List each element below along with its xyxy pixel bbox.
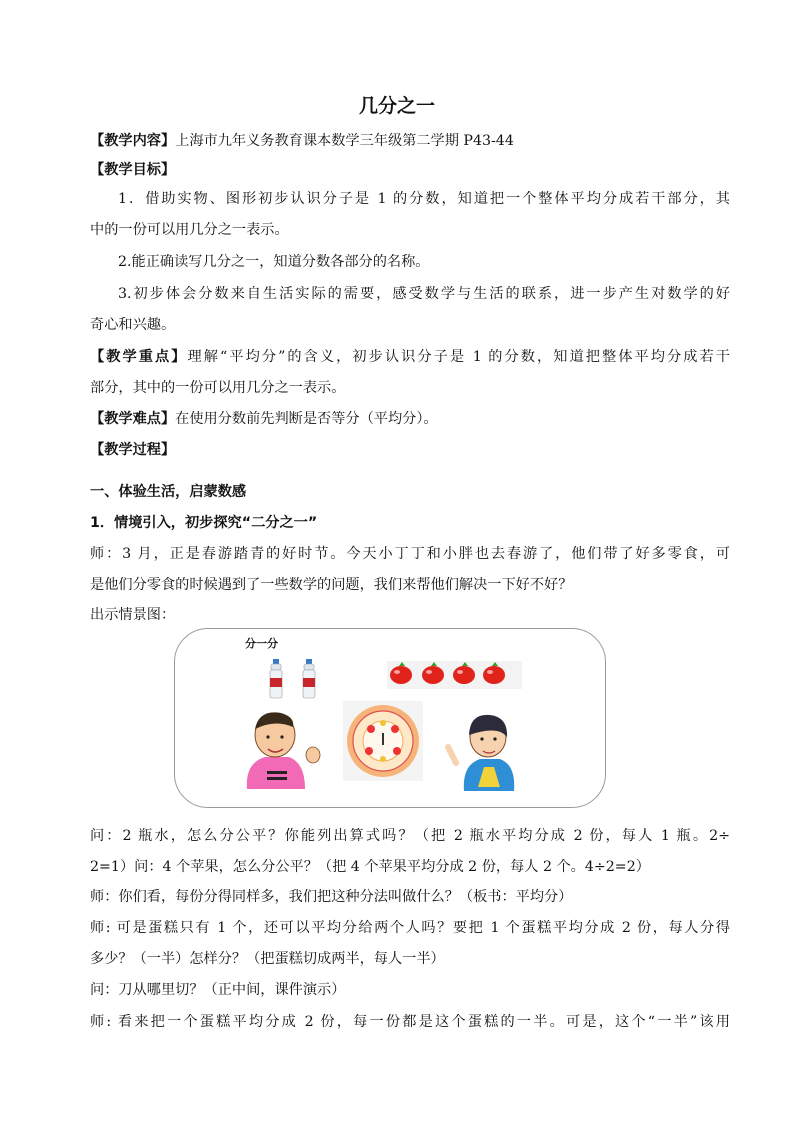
paragraph-1-line-a: 师：3 月，正是春游踏青的好时节。今天小丁丁和小胖也去春游了，他们带了好多零食，可: [90, 546, 730, 562]
process-label: 【教学过程】: [90, 442, 176, 458]
goal-1-line-a: 1．借助实物、图形初步认识分子是 1 的分数，知道把一个整体平均分成若干部分，其: [118, 191, 730, 207]
goal-2: 2.能正确读写几分之一，知道分数各部分的名称。: [118, 254, 430, 270]
question-3-line-a: 师: 可是蛋糕只有 1 个，还可以平均分给两个人吗？要把 1 个蛋糕平均分成 2 份，每人分得: [90, 920, 730, 936]
boy-blue-shirt-icon: [448, 715, 514, 791]
teaching-content-text: 上海市九年义务教育课本数学三年级第二学期 P43-44: [175, 133, 514, 149]
question-1-line-a: 问：2 瓶水，怎么分公平？你能列出算式吗？（把 2 瓶水平均分成 2 份，每人 1 瓶。2÷: [90, 828, 730, 844]
teaching-content-label: 【教学内容】: [90, 133, 176, 149]
scene-illustration: [174, 628, 606, 808]
question-2: 师：你们看，每份分得同样多，我们把这种分法叫做什么？（板书：平均分）: [90, 889, 573, 905]
water-bottle-icon: [270, 659, 282, 698]
difficulty-text: 在使用分数前先判断是否等分（平均分）。: [175, 411, 438, 427]
question-3-line-b: 多少？（一半）怎样分？（把蛋糕切成两半，每人一半）: [90, 951, 445, 967]
scene-title: 分一分: [245, 637, 278, 650]
water-bottle-icon: [303, 659, 315, 698]
goal-3-line-a: 3.初步体会分数来自生活实际的需要，感受数学与生活的联系，进一步产生对数学的好: [118, 286, 730, 302]
cake-icon: [343, 701, 423, 781]
difficulty-label: 【教学难点】: [90, 411, 176, 427]
paragraph-1-line-b: 是他们分零食的时候遇到了一些数学的问题，我们来帮他们解决一下好不好？: [90, 577, 573, 593]
subsection-1-heading: 1．情境引入，初步探究“二分之一”: [90, 515, 318, 531]
key-point-line-b: 部分，其中的一份可以用几分之一表示。: [90, 380, 346, 396]
paragraph-2: 出示情景图：: [90, 607, 176, 623]
page-title: 几分之一: [358, 95, 435, 117]
teaching-content-line: [90, 131, 730, 153]
scene-drawing: [175, 629, 605, 807]
key-point-label: 【教学重点】: [90, 349, 188, 365]
question-1-line-b: 2=1）问：4 个苹果，怎么分公平？（把 4 个苹果平均分成 2 份，每人 2 个。4÷2=2）: [90, 859, 650, 875]
key-point-text: 理解“平均分”的含义，初步认识分子是 1 的分数，知道把整体平均分成若干: [187, 349, 730, 365]
boy-pink-shirt-icon: [247, 712, 320, 789]
goal-3-line-b: 奇心和兴趣。: [90, 317, 176, 333]
key-point-line-a: [90, 347, 730, 369]
goal-1-line-b: 中的一份可以用几分之一表示。: [90, 222, 289, 238]
question-4: 问：刀从哪里切？（正中间，课件演示）: [90, 982, 346, 998]
question-5: 师: 看来把一个蛋糕平均分成 2 份，每一份都是这个蛋糕的一半。可是，这个“一半”该用: [90, 1014, 730, 1030]
section-1-heading: 一、体验生活，启蒙数感: [90, 484, 247, 500]
difficulty-line: [90, 409, 730, 431]
teaching-goals-label: 【教学目标】: [90, 162, 176, 178]
